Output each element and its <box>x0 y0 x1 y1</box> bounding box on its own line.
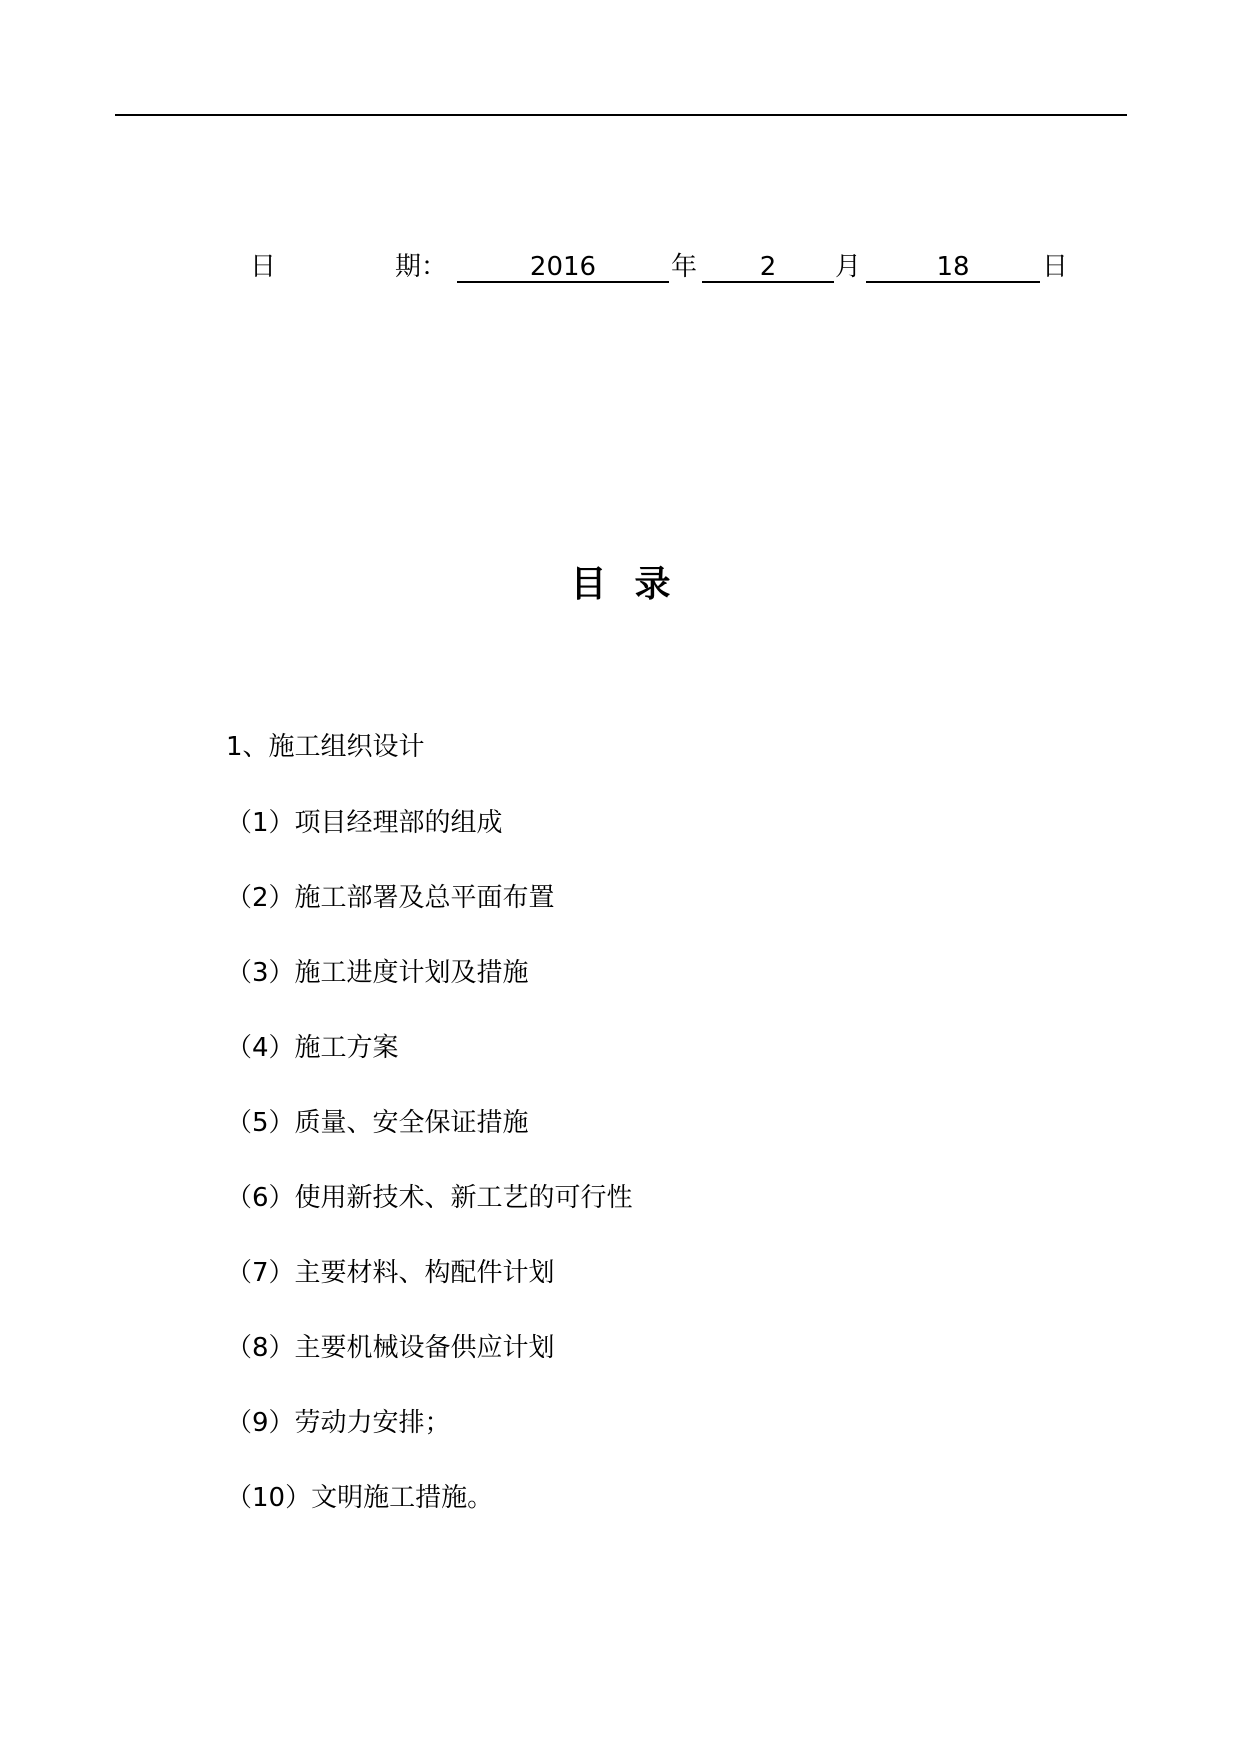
date-month-field: 2 <box>702 247 834 283</box>
toc-item: （7）主要材料、构配件计划 <box>226 1258 555 1288</box>
toc-item: （9）劳动力安排； <box>226 1408 451 1438</box>
toc-list <box>226 803 633 1553</box>
date-label-second: 期： <box>395 252 448 282</box>
toc-item: （4）施工方案 <box>226 1033 399 1063</box>
toc-item: （3）施工进度计划及措施 <box>226 958 529 988</box>
date-day-unit: 日 <box>1042 252 1069 282</box>
date-day-field: 18 <box>866 247 1040 283</box>
toc-item: （8）主要机械设备供应计划 <box>226 1333 555 1363</box>
date-label-first: 日 <box>250 252 277 282</box>
toc-item: （10）文明施工措施。 <box>226 1483 494 1513</box>
date-year-field: 2016 <box>457 247 669 283</box>
toc-item: （1）项目经理部的组成 <box>226 808 503 838</box>
toc-title: 目录 <box>570 564 699 605</box>
toc-item: （2）施工部署及总平面布置 <box>226 883 555 913</box>
toc-item: （6）使用新技术、新工艺的可行性 <box>226 1183 633 1213</box>
date-month-unit: 月 <box>835 252 862 282</box>
top-rule <box>115 114 1127 116</box>
date-year-unit: 年 <box>671 252 698 282</box>
toc-item: （5）质量、安全保证措施 <box>226 1108 529 1138</box>
toc-heading: 1、施工组织设计 <box>226 732 425 762</box>
